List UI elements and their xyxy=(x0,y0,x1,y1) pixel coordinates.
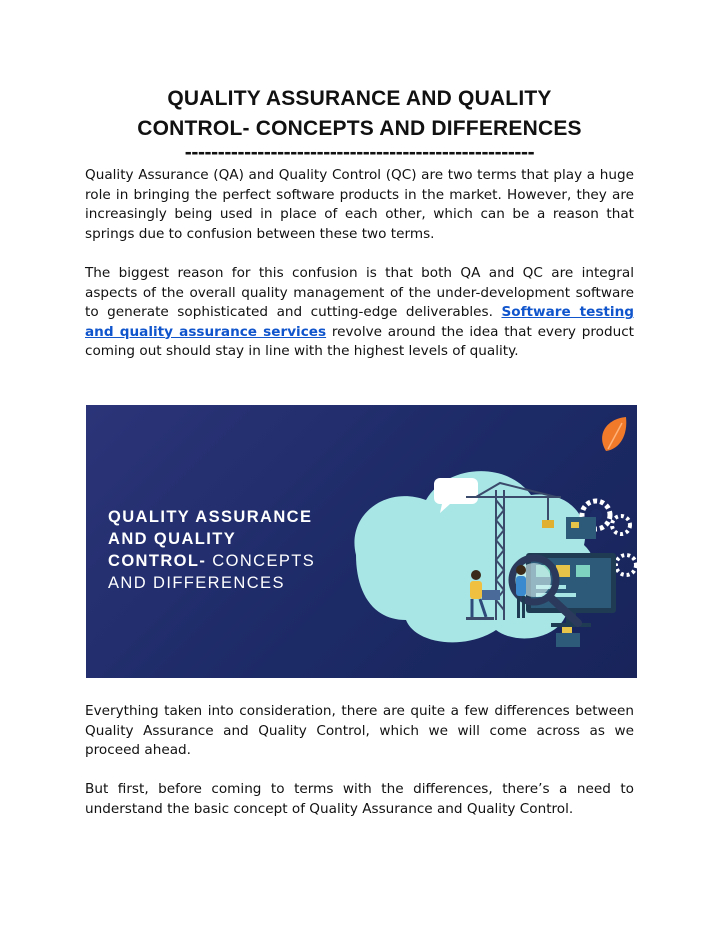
paragraph-intro: Quality Assurance (QA) and Quality Control (QC) are two terms that play a huge role in bringing the perfect software products in the market. However, they are increasingly being used in place of each other, which can be a reason that springs due to confusion between these two terms. xyxy=(85,167,634,242)
banner-line-2: AND QUALITY xyxy=(108,530,237,548)
banner-title xyxy=(108,506,315,594)
title-separator: ----------------------------------------------------- xyxy=(184,144,535,164)
banner-illustration xyxy=(316,405,637,678)
banner-line-3-bold: CONTROL- xyxy=(108,552,207,570)
banner-line-3-rest: CONCEPTS xyxy=(206,552,316,570)
paragraph-differences: Everything taken into consideration, there are quite a few differences between Quality Assurance and Quality Control, which we will come across as we proceed ahead. xyxy=(85,703,634,758)
paragraph-confusion xyxy=(85,264,634,362)
paragraph-confusion-tail: revolve around the idea that every product coming out should stay in line with the highest levels of quality. xyxy=(85,323,635,359)
paragraph-confusion-text: The biggest reason for this confusion is that both QA and QC are integral aspects of the overall quality management of the under-development software to generate sophisticated and cutting-edge deliverables. xyxy=(85,265,634,320)
paragraph-concept: But first, before coming to terms with the differences, there’s a need to understand the basic concept of Quality Assurance and Quality Control. xyxy=(85,781,634,817)
banner-image xyxy=(86,405,637,678)
banner-line-4: AND DIFFERENCES xyxy=(108,574,285,592)
software-testing-link[interactable]: Software testing and quality assurance services xyxy=(85,304,634,340)
title-line-1: QUALITY ASSURANCE AND QUALITY xyxy=(167,87,552,110)
document-title xyxy=(85,84,634,144)
title-line-2: CONTROL- CONCEPTS AND DIFFERENCES xyxy=(137,117,582,140)
leaf-logo-icon xyxy=(602,417,626,451)
banner-line-1: QUALITY ASSURANCE xyxy=(108,508,313,526)
document-body xyxy=(85,84,634,362)
banner-line-3 xyxy=(108,550,315,572)
